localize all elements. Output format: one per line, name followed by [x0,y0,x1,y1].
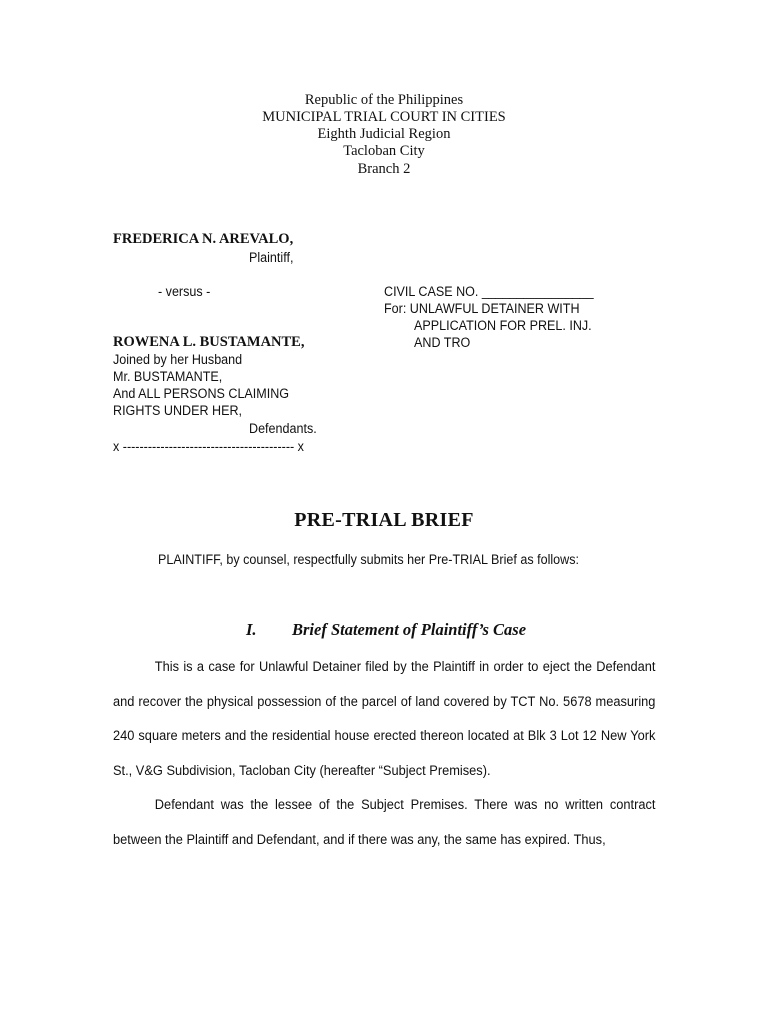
document-title: PRE-TRIAL BRIEF [294,509,474,531]
intro-statement: PLAINTIFF, by counsel, respectfully submits her Pre-TRIAL Brief as follows: [158,552,579,567]
versus-label: - versus - [158,284,211,299]
body-text [113,650,655,857]
section-heading: Brief Statement of Plaintiff’s Case [292,620,527,639]
plaintiff-name: FREDERICA N. AREVALO, [113,231,294,247]
defendant-joined: Joined by her Husband [113,352,243,367]
case-nature-line2: APPLICATION FOR PREL. INJ. [414,318,592,333]
defendant-rights: RIGHTS UNDER HER, [113,403,243,418]
heading-line-republic: Republic of the Philippines [304,92,464,108]
section-number: I. [246,620,257,639]
civil-case-number: CIVIL CASE NO. ________________ [384,284,594,299]
defendant-role: Defendants. [249,421,317,436]
heading-line-branch: Branch 2 [357,161,411,177]
defendant-husband: Mr. BUSTAMANTE, [113,369,223,384]
heading-line-region: Eighth Judicial Region [317,126,451,142]
heading-line-city: Tacloban City [343,143,425,159]
paragraph-lessee: Defendant was the lessee of the Subject Premises. There was no written contract between the Plaintiff and Defendant, and if there was any, the same has expired. Thus, [113,797,656,847]
caption-divider: x ----------------------------------------- x [113,439,304,454]
case-nature-line1: For: UNLAWFUL DETAINER WITH [384,301,580,316]
paragraph-case-statement: This is a case for Unlawful Detainer filed by the Plaintiff in order to eject the Defendant and recover the physical possession of the parcel of land covered by TCT No. 5678 measuring 240 square meters and the residential house erected thereon located at Blk 3 Lot 12 New York St., V&G Subdivision, Tacloban City (hereafter “Subject Premises). [113,659,656,778]
case-nature-line3: AND TRO [414,335,471,350]
defendant-all-persons: And ALL PERSONS CLAIMING [113,386,290,401]
plaintiff-role: Plaintiff, [249,250,294,265]
defendant-name: ROWENA L. BUSTAMANTE, [113,334,305,350]
heading-line-court: MUNICIPAL TRIAL COURT IN CITIES [262,109,506,125]
